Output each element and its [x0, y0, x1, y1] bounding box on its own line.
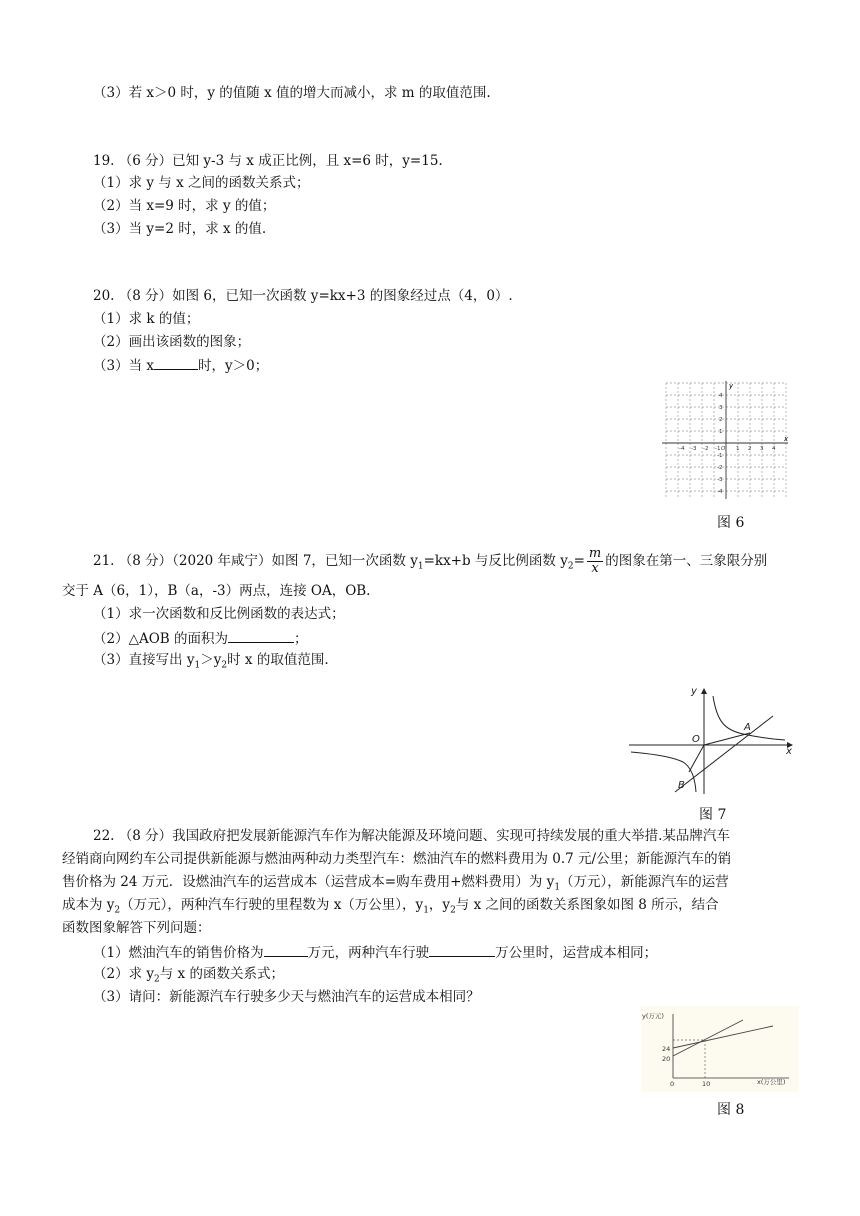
figure-7-caption: 图 7	[699, 807, 727, 823]
fig7-segment-OB	[689, 745, 704, 772]
fig6-origin: O	[721, 446, 726, 452]
q21-part2-prefix: （2）△AOB 的面积为	[93, 631, 228, 647]
q21-part3	[93, 651, 329, 675]
fig7-line-y1	[675, 716, 773, 792]
q21-subscript: 1	[417, 561, 424, 572]
q22-text: 售价格为 24 万元．设燃油汽车的运营成本（运营成本=购车费用+燃料费用）为 y	[62, 874, 555, 890]
fig6-xtick: -2	[703, 446, 709, 452]
q22-subscript: 2	[450, 905, 456, 916]
q22-text: 万元，两种汽车行驶	[307, 945, 430, 961]
q22-line2: 经销商向网约车公司提供新能源与燃油两种动力类型汽车：燃油汽车的燃料费用为 0.7 元/公里；新能源汽车的销	[62, 851, 732, 867]
q22-line3	[62, 873, 729, 897]
q20-part3	[93, 355, 268, 375]
fig6-ytick: 3	[719, 405, 723, 411]
q22-text: （1）燃油汽车的销售价格为	[93, 945, 264, 961]
q20-answer-blank[interactable]	[154, 355, 198, 370]
q21-part1: （1）求一次函数和反比例函数的表达式；	[93, 606, 345, 622]
q22-distance-blank[interactable]	[429, 942, 495, 957]
q19-part2: （2）当 x=9 时，求 y 的值；	[93, 198, 276, 214]
q21-stem-part: 21. （8 分）（2020 年咸宁）如图 7，已知一次函数 y	[93, 553, 418, 569]
q22-text: 与 x 的函数关系式；	[159, 966, 284, 982]
fig6-ytick: -1	[717, 453, 723, 459]
fig7-y-label: y	[691, 686, 697, 697]
q22-price-blank[interactable]	[264, 942, 308, 957]
fig6-xtick: 3	[760, 446, 764, 452]
q22-subscript: 2	[114, 905, 121, 916]
fig6-y-label: y	[729, 382, 734, 390]
q20-part1: （1）求 k 的值；	[93, 311, 200, 327]
q21-subscript: 2	[567, 561, 574, 572]
fraction-denominator: x	[591, 561, 599, 576]
q22-part2	[93, 965, 284, 989]
q21-stem-line2: 交于 A（6，1），B（a，-3）两点，连接 OA，OB.	[62, 583, 371, 599]
fig6-ytick: -3	[717, 477, 723, 483]
q22-text: （2）求 y	[93, 966, 155, 982]
q21-part3-text: ＞y	[200, 652, 222, 668]
q22-line5: 函数图象解答下列问题：	[62, 920, 211, 936]
q22-part1	[93, 942, 657, 962]
fig6-x-label: x	[784, 435, 789, 443]
figure-6-grid	[660, 380, 792, 500]
q22-part3: （3）请问：新能源汽车行驶多少天与燃油汽车的运营成本相同？	[93, 989, 480, 1005]
q22-subscript: 2	[154, 974, 160, 985]
q22-subscript: 1	[554, 882, 561, 893]
fig6-ytick: 2	[719, 417, 723, 423]
fig6-ytick: -2	[717, 465, 723, 471]
q21-stem-part: =	[573, 553, 585, 569]
fig6-xtick: -4	[679, 446, 685, 452]
q21-part2	[93, 628, 308, 648]
q19-part3: （3）当 y=2 时，求 x 的值.	[93, 221, 267, 237]
q21-stem-part: 的图象在第一、三象限分别	[605, 553, 768, 569]
fig7-y-arrow-icon	[701, 688, 707, 694]
fig8-xtick-10: 10	[702, 1080, 711, 1088]
q21-part2-suffix: ；	[294, 631, 308, 647]
figure-7-graph	[625, 682, 795, 797]
q22-text: 与 x 之间的函数关系图象如图 8 所示，结合	[455, 897, 719, 913]
q22-text: （万元），新能源汽车的运营	[560, 874, 729, 890]
fig7-x-label: x	[786, 746, 792, 757]
q20-part3-suffix: 时，y＞0；	[198, 358, 269, 374]
q22-text: （万元），两种汽车行驶的里程数为 x（万公里），y	[120, 897, 424, 913]
fig8-ytick-20: 20	[662, 1055, 671, 1063]
q21-stem-part: =kx+b 与反比例函数 y	[423, 553, 568, 569]
fig6-xtick: -1	[715, 446, 721, 452]
q20-part2: （2）画出该函数的图象；	[93, 334, 251, 350]
fig6-ytick: 1	[719, 429, 723, 435]
q21-part3-text: （3）直接写出 y	[93, 652, 195, 668]
fraction-numerator: m	[588, 546, 602, 561]
figure-6-caption: 图 6	[717, 515, 745, 531]
q22-line1: 22. （8 分）我国政府把发展新能源汽车作为解决能源及环境问题、实现可持续发展的重大举措.某品牌汽车	[93, 828, 730, 844]
q19-stem: 19. （6 分）已知 y-3 与 x 成正比例，且 x=6 时，y=15.	[93, 153, 443, 169]
q20-stem: 20. （8 分）如图 6，已知一次函数 y=kx+3 的图象经过点（4，0）.	[93, 288, 513, 304]
q18-part3: （3）若 x＞0 时，y 的值随 x 值的增大而减小，求 m 的取值范围.	[93, 85, 491, 101]
fig6-xtick: 1	[736, 446, 740, 452]
fraction-m-over-x	[587, 547, 603, 576]
fig6-ytick: 4	[719, 393, 723, 399]
q21-stem	[93, 546, 767, 582]
fig6-xtick: -3	[691, 446, 697, 452]
fig8-origin: 0	[670, 1080, 675, 1088]
q22-text: 成本为 y	[62, 897, 115, 913]
fig6-ytick: -4	[717, 489, 723, 495]
q21-part3-text: 时 x 的取值范围.	[227, 652, 329, 668]
q21-subscript: 2	[221, 660, 228, 671]
q21-area-blank[interactable]	[228, 628, 294, 643]
fig8-ytick-24: 24	[662, 1045, 671, 1053]
fig6-xtick: 4	[772, 446, 776, 452]
figure-8-graph	[641, 1006, 799, 1092]
fig8-y-axis-label: y(万元)	[642, 1012, 664, 1020]
q22-text: 万公里时，运营成本相同；	[495, 945, 658, 961]
q20-part3-prefix: （3）当 x	[93, 358, 154, 374]
q22-subscript: 1	[423, 905, 429, 916]
fig8-x-axis-label: x(万公里)	[757, 1078, 786, 1086]
q22-line4	[62, 896, 719, 920]
q22-text: ，y	[428, 897, 451, 913]
fig7-point-A: A	[744, 722, 751, 733]
fig7-point-B: B	[678, 780, 685, 791]
figure-8-caption: 图 8	[717, 1102, 745, 1118]
q19-part1: （1）求 y 与 x 之间的函数关系式；	[93, 175, 310, 191]
fig6-xtick: 2	[748, 446, 752, 452]
q21-subscript: 1	[194, 660, 201, 671]
fig7-origin-label: O	[692, 734, 700, 745]
fig7-hyperbola-branch-2	[631, 752, 696, 792]
